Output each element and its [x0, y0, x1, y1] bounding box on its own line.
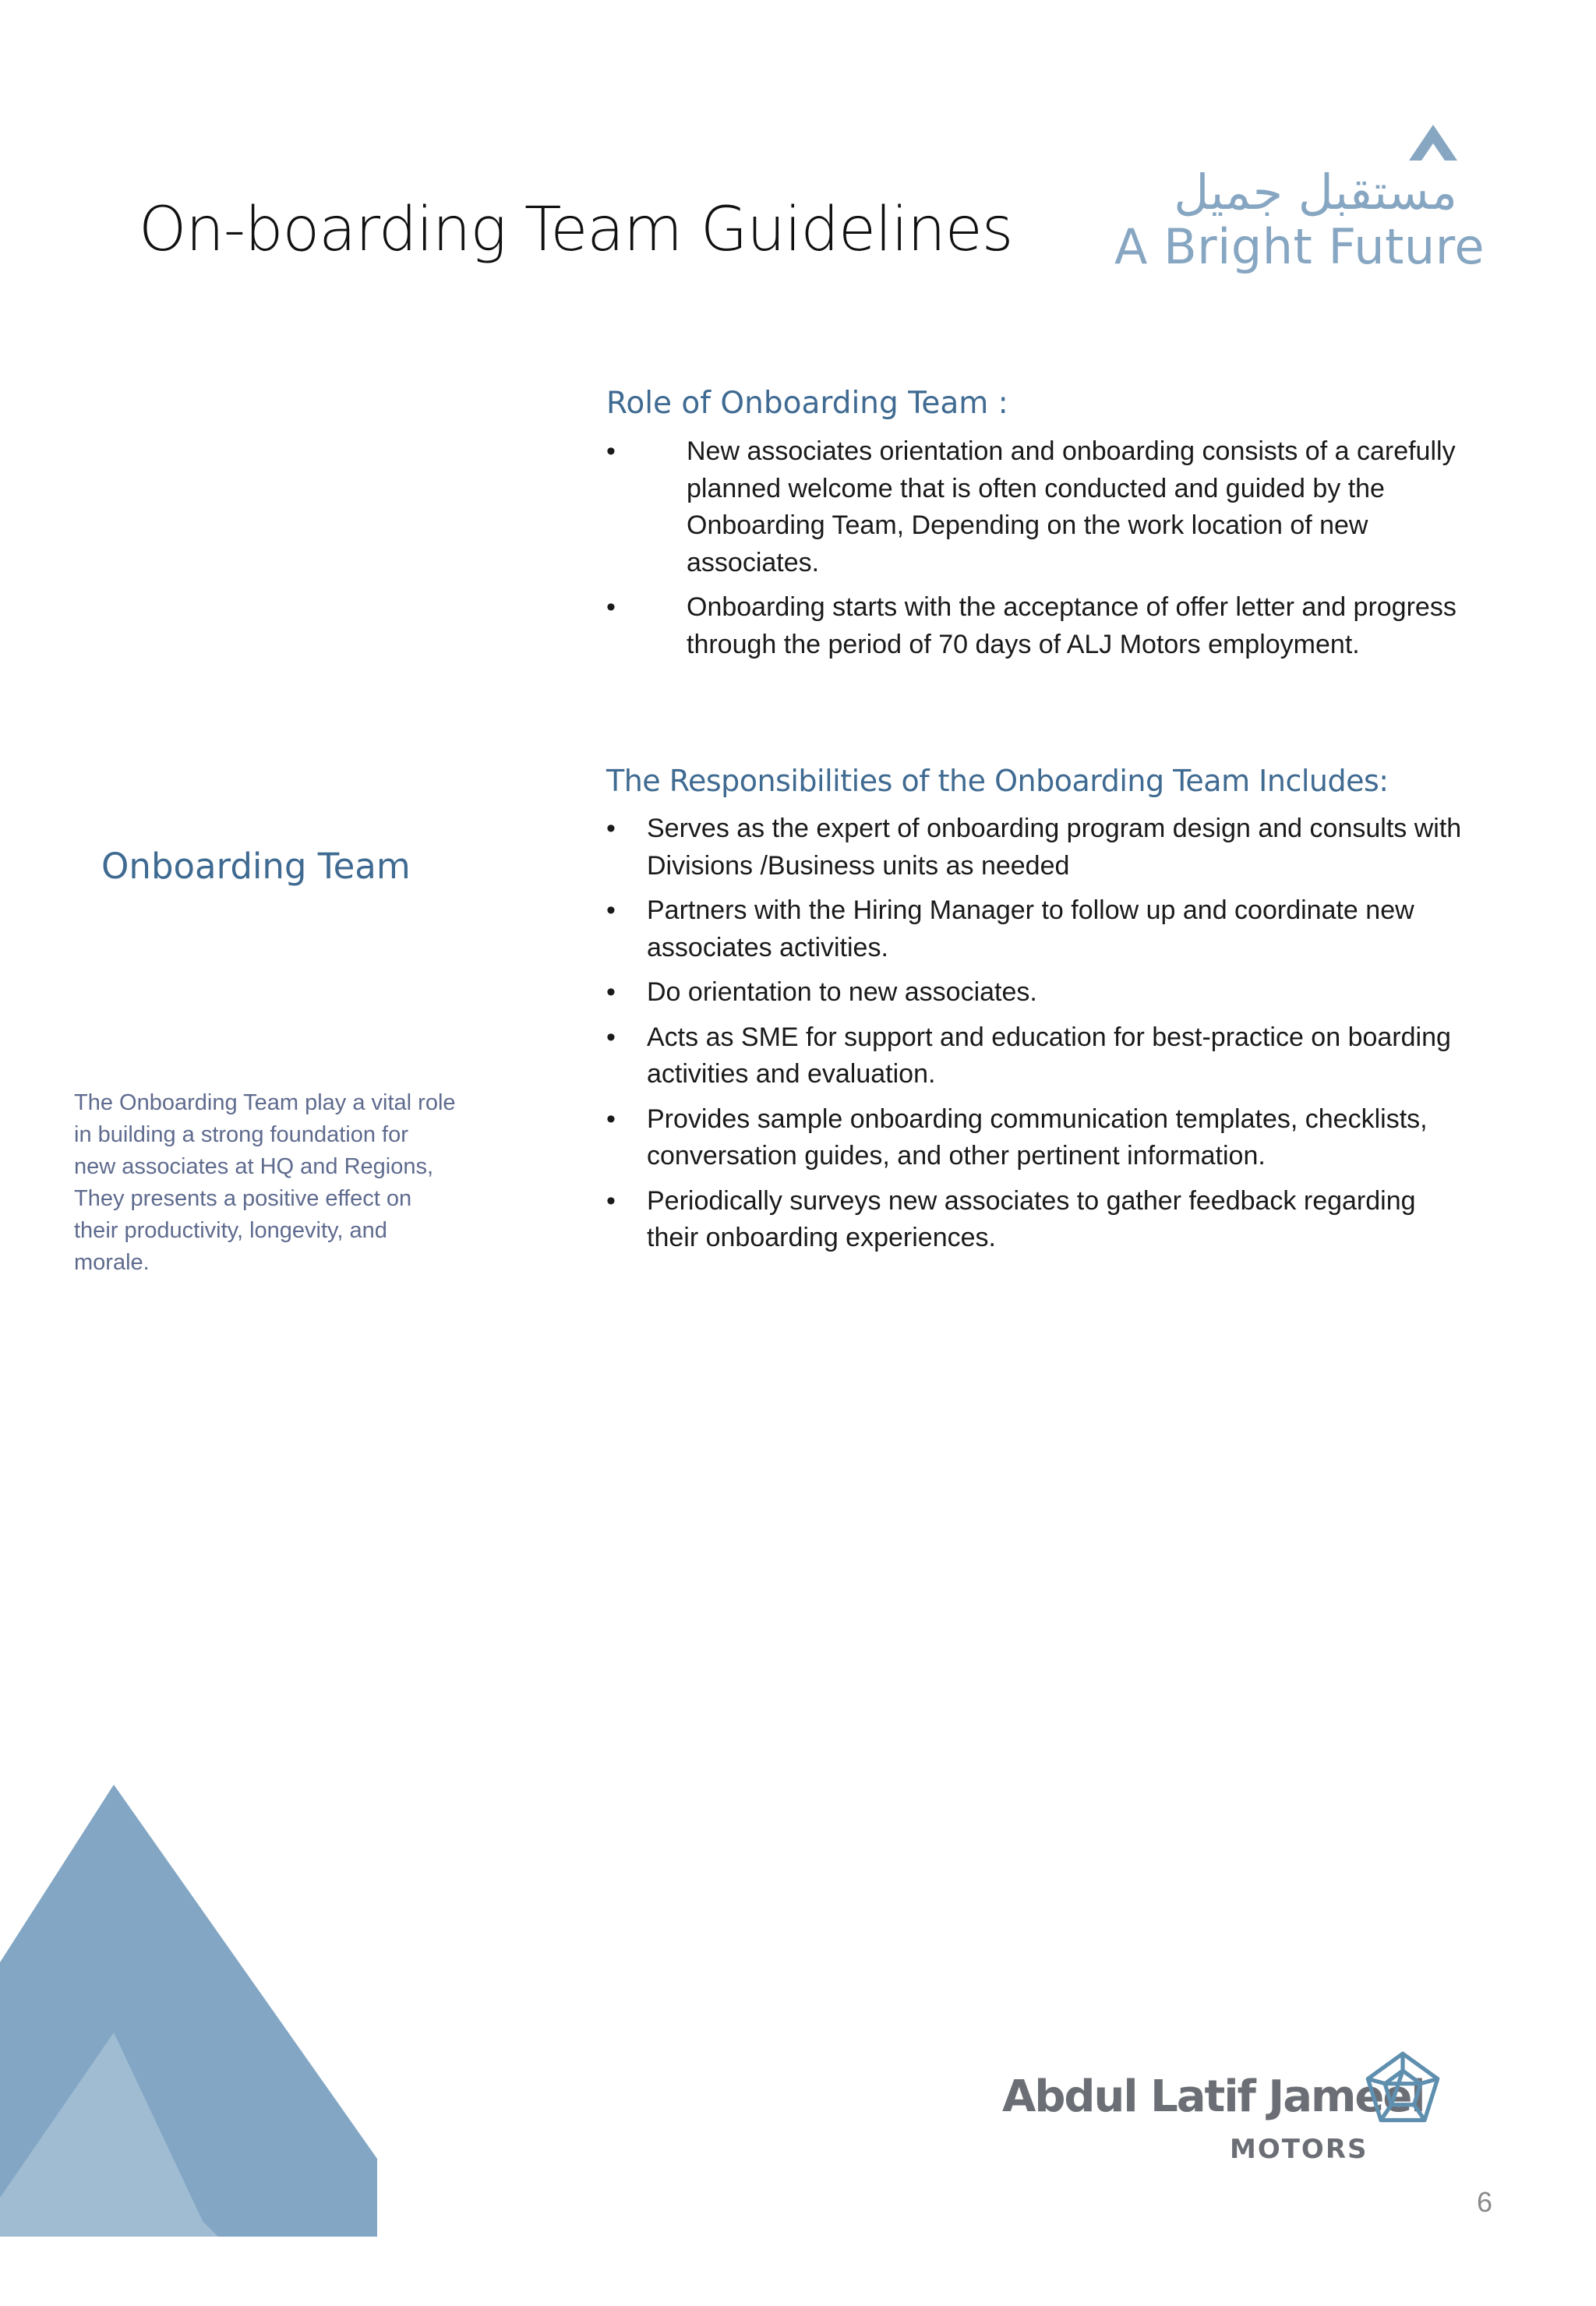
logo-arabic-text: مستقبل جميل	[1174, 164, 1457, 221]
list-item-text: Onboarding starts with the acceptance of offer letter and progress through the period of 70 days of ALJ Motors employment.	[687, 592, 1457, 659]
list-item	[606, 433, 1471, 581]
list-item-text: New associates orientation and onboarding consists of a carefully planned welcome that is often conducted and guided by the Onboarding Team, Depending on the work location of new associates.	[687, 436, 1456, 577]
list-item-text: Periodically surveys new associates to gather feedback regarding their onboarding experiences.	[647, 1185, 1416, 1252]
list-item	[606, 974, 1471, 1012]
bullet-icon: •	[606, 1022, 616, 1052]
list-item-text: Acts as SME for support and education for best-practice on boarding activities and evaluation.	[647, 1022, 1451, 1089]
bullet-icon: •	[606, 895, 616, 925]
responsibilities-list	[606, 810, 1471, 1257]
pentagon-logo-icon	[1362, 2050, 1443, 2131]
bullet-icon: •	[606, 1185, 616, 1216]
list-item-text: Serves as the expert of onboarding program design and consults with Divisions /Business units as needed	[647, 814, 1462, 881]
role-section	[606, 386, 1471, 671]
list-item-text: Provides sample onboarding communication templates, checklists, conversation guides, and other pertinent information.	[647, 1104, 1428, 1171]
list-item-text: Do orientation to new associates.	[647, 977, 1037, 1007]
bullet-icon: •	[606, 977, 616, 1007]
logo-tagline: A Bright Future	[1114, 218, 1485, 275]
responsibilities-section	[606, 764, 1471, 1265]
list-item	[606, 1101, 1471, 1175]
bullet-icon: •	[606, 592, 616, 622]
list-item	[606, 589, 1471, 663]
list-item	[606, 1183, 1471, 1257]
bullet-icon: •	[606, 1104, 616, 1134]
role-section-title: Role of Onboarding Team :	[606, 386, 1008, 421]
bright-future-logo	[1107, 117, 1485, 281]
decorative-triangle-shape	[0, 1785, 382, 2237]
brand-sub: MOTORS	[1230, 2134, 1368, 2165]
alj-motors-logo	[998, 2050, 1449, 2167]
responsibilities-section-title: The Responsibilities of the Onboarding Team Includes:	[606, 764, 1389, 798]
brand-name: Abdul Latif Jameel	[1002, 2071, 1425, 2122]
role-list	[606, 433, 1471, 663]
list-item	[606, 810, 1471, 885]
page-number: 6	[1477, 2186, 1493, 2218]
list-item	[606, 892, 1471, 966]
bullet-icon: •	[606, 814, 616, 843]
triangle-logo-icon	[1409, 125, 1457, 161]
list-item	[606, 1019, 1471, 1093]
list-item-text: Partners with the Hiring Manager to follow up and coordinate new associates activities.	[647, 895, 1414, 962]
sidebar-heading: Onboarding Team	[101, 846, 411, 887]
sidebar-description: The Onboarding Team play a vital role in building a strong foundation for new associates at HQ and Regions, They presents a positive effect on their productivity, longevity, and morale.	[74, 1090, 456, 1275]
bullet-icon: •	[606, 436, 616, 466]
page-title: On-boarding Team Guidelines	[139, 195, 1013, 265]
